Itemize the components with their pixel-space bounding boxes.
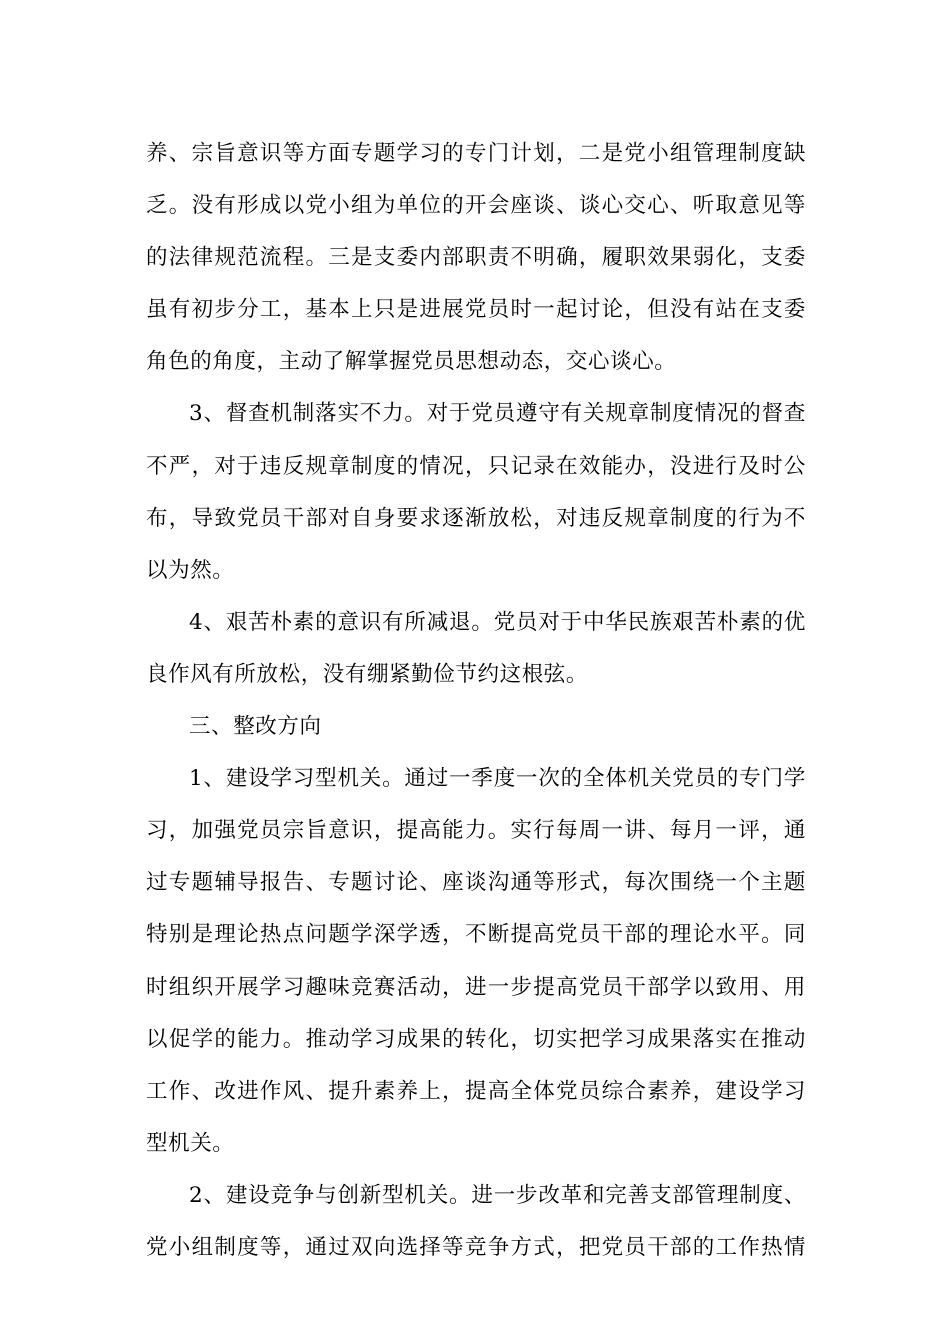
paragraph-start: 3、督查机制落实不力。对于党员遵守有关规章制度情况的督查 bbox=[189, 401, 806, 427]
text-line: 以促学的能力。推动学习成果的转化，切实把学习成果落实在推动 bbox=[146, 1026, 806, 1052]
text-line: 党小组制度等，通过双向选择等竞争方式，把党员干部的工作热情 bbox=[146, 1234, 806, 1260]
text-line: 型机关。 bbox=[146, 1130, 235, 1156]
paragraph-start: 2、建设竞争与创新型机关。进一步改革和完善支部管理制度、 bbox=[189, 1182, 806, 1208]
text-line: 良作风有所放松，没有绷紧勤俭节约这根弦。 bbox=[146, 661, 589, 687]
text-line: 的法律规范流程。三是支委内部职责不明确，履职效果弱化，支委 bbox=[146, 245, 806, 271]
paragraph-start: 1、建设学习型机关。通过一季度一次的全体机关党员的专门学 bbox=[189, 766, 806, 792]
paragraph-start: 4、艰苦朴素的意识有所减退。党员对于中华民族艰苦朴素的优 bbox=[189, 609, 806, 635]
text-line: 乏。没有形成以党小组为单位的开会座谈、谈心交心、听取意见等 bbox=[146, 193, 806, 219]
text-line: 时组织开展学习趣味竞赛活动，进一步提高党员干部学以致用、用 bbox=[146, 974, 806, 1000]
text-line: 布，导致党员干部对自身要求逐渐放松，对违反规章制度的行为不 bbox=[146, 505, 806, 531]
text-line: 习，加强党员宗旨意识，提高能力。实行每周一讲、每月一评，通 bbox=[146, 818, 806, 844]
text-line: 角色的角度，主动了解掌握党员思想动态，交心谈心。 bbox=[146, 349, 677, 375]
text-line: 虽有初步分工，基本上只是进展党员时一起讨论，但没有站在支委 bbox=[146, 297, 806, 323]
text-line: 特别是理论热点问题学深学透，不断提高党员干部的理论水平。同 bbox=[146, 922, 806, 948]
text-line: 养、宗旨意识等方面专题学习的专门计划，二是党小组管理制度缺 bbox=[146, 141, 806, 166]
text-line: 以为然。 bbox=[146, 557, 235, 583]
text-line: 不严，对于违反规章制度的情况，只记录在效能办，没进行及时公 bbox=[146, 453, 806, 479]
text-line: 过专题辅导报告、专题讨论、座谈沟通等形式，每次围绕一个主题 bbox=[146, 870, 806, 896]
text-line: 工作、改进作风、提升素养上，提高全体党员综合素养，建设学习 bbox=[146, 1078, 806, 1104]
document-body bbox=[146, 128, 806, 1274]
section-heading: 三、整改方向 bbox=[189, 714, 322, 740]
